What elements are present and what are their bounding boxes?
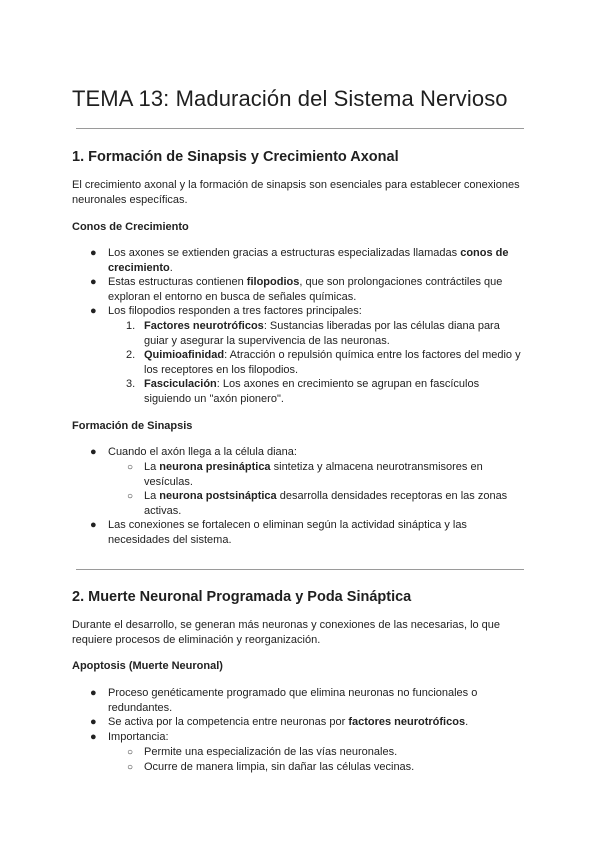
paragraph: Durante el desarrollo, se generan más neuronas y conexiones de las necesarias, lo que requiere procesos de eliminación y reorganización. — [72, 619, 501, 646]
circle-bullet-icon: ○ — [127, 747, 134, 758]
bullet-icon: ● — [90, 446, 97, 458]
sub-list-item: Ocurre de manera limpia, sin dañar las células vecinas. — [144, 761, 415, 773]
numbered-item: Fasciculación: Los axones en crecimiento se agrupan en fascículos siguiendo un "axón pionero". — [144, 378, 480, 405]
bullet-icon: ● — [90, 276, 97, 288]
list-number: 2. — [126, 349, 136, 361]
sub-list-item: La neurona postsináptica desarrolla densidades receptoras en las zonas activas. — [144, 490, 508, 517]
bullet-icon: ● — [90, 305, 97, 317]
circle-bullet-icon: ○ — [127, 491, 134, 502]
section-heading: 1. Formación de Sinapsis y Crecimiento Axonal — [72, 149, 399, 165]
bullet-icon: ● — [90, 716, 97, 728]
bullet-icon: ● — [90, 519, 97, 531]
list-item: Las conexiones se fortalecen o eliminan según la actividad sináptica y las necesidades del sistema. — [108, 519, 467, 546]
sub-list-item: La neurona presináptica sintetiza y almacena neurotransmisores en vesículas. — [144, 461, 483, 488]
numbered-item: Quimioafinidad: Atracción o repulsión química entre los factores del medio y los receptores en los filopodios. — [144, 349, 521, 376]
paragraph: El crecimiento axonal y la formación de sinapsis son esenciales para establecer conexiones neuronales específicas. — [72, 179, 520, 206]
circle-bullet-icon: ○ — [127, 462, 134, 473]
bullet-icon: ● — [90, 731, 97, 743]
list-number: 1. — [126, 320, 136, 332]
bullet-icon: ● — [90, 247, 97, 259]
circle-bullet-icon: ○ — [127, 762, 134, 773]
subheading: Formación de Sinapsis — [72, 420, 193, 432]
divider — [76, 569, 524, 570]
list-item: Cuando el axón llega a la célula diana: — [108, 446, 297, 458]
list-number: 3. — [126, 378, 136, 390]
bullet-icon: ● — [90, 687, 97, 699]
list-item: Se activa por la competencia entre neuronas por factores neurotróficos. — [108, 716, 469, 728]
list-item: Importancia: — [108, 731, 169, 743]
subheading: Apoptosis (Muerte Neuronal) — [72, 660, 223, 672]
page-title: TEMA 13: Maduración del Sistema Nervioso — [72, 86, 508, 111]
sub-list-item: Permite una especialización de las vías neuronales. — [144, 746, 398, 758]
section-heading: 2. Muerte Neuronal Programada y Poda Sináptica — [72, 589, 412, 605]
divider — [76, 128, 524, 129]
list-item: Proceso genéticamente programado que elimina neuronas no funcionales o redundantes. — [108, 687, 478, 714]
list-item: Estas estructuras contienen filopodios, que son prolongaciones contráctiles que exploran el entorno en busca de señales químicas. — [108, 276, 503, 303]
list-item: Los filopodios responden a tres factores principales: — [108, 305, 362, 317]
list-item: Los axones se extienden gracias a estructuras especializadas llamadas conos de crecimiento. — [108, 247, 509, 274]
subheading: Conos de Crecimiento — [72, 221, 189, 233]
numbered-item: Factores neurotróficos: Sustancias liberadas por las células diana para guiar y asegurar la supervivencia de las neuronas. — [144, 320, 500, 347]
